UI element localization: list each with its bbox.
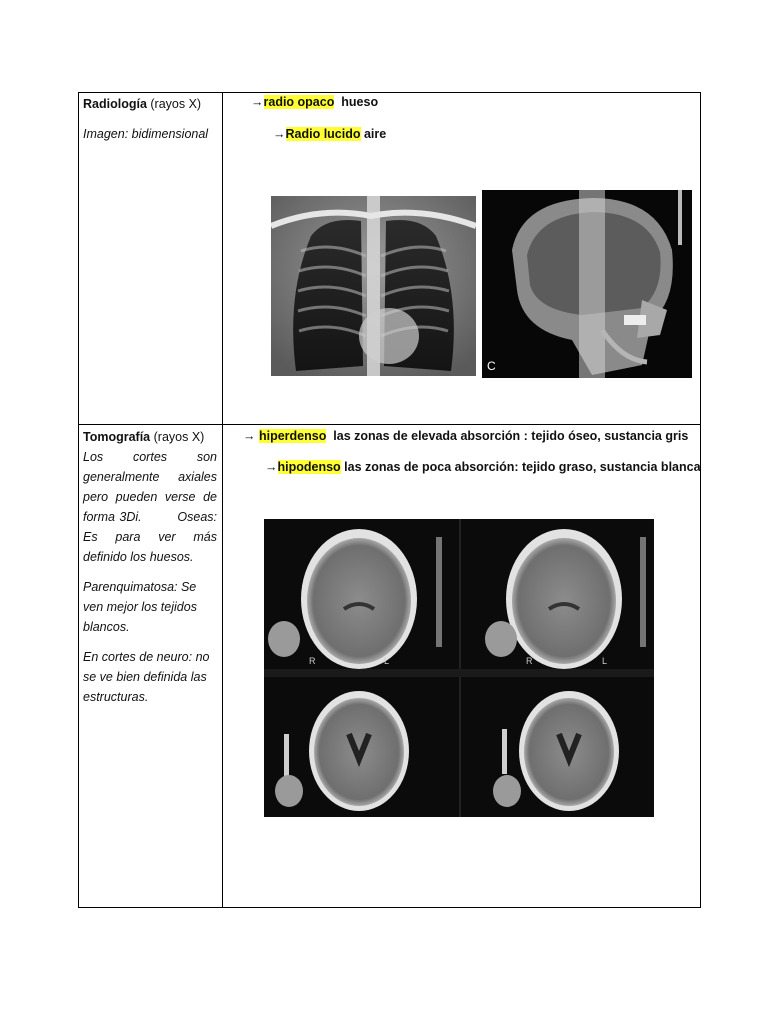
radio-opaco-rest: hueso: [334, 95, 379, 109]
radio-lucido-line: [273, 127, 386, 141]
ct-label-r-2: R: [526, 656, 533, 666]
tomografia-title-paren: (rayos X): [153, 430, 205, 444]
chest-xray-image: [271, 196, 476, 376]
radiologia-content-cell: [227, 93, 697, 423]
ct-label-l-1: L: [384, 656, 390, 666]
hipodenso-highlight: hipodenso: [277, 460, 341, 474]
ct-scans-graphic: [264, 519, 654, 817]
tomografia-description-cell: [83, 427, 221, 717]
radio-lucido-highlight: Radio lucido: [285, 127, 361, 141]
radiologia-title: [83, 94, 217, 114]
skull-xray-image: [482, 190, 692, 378]
document-table: [78, 92, 701, 908]
skull-xray-label: C: [487, 359, 496, 373]
radio-opaco-line: [251, 95, 378, 109]
hiperdenso-highlight: hiperdenso: [258, 429, 327, 443]
tomografia-title: [83, 427, 217, 447]
ct-label-r-1: R: [309, 656, 316, 666]
radio-opaco-highlight: radio opaco: [263, 95, 335, 109]
ct-label-l-2: L: [602, 656, 608, 666]
arrow-icon: →: [273, 127, 286, 141]
hipodenso-line: [265, 460, 701, 474]
radiologia-subtitle: Imagen: bidimensional: [83, 127, 209, 141]
arrow-icon: →: [265, 460, 278, 474]
arrow-icon: →: [251, 95, 264, 109]
tomografia-para-parenquimatosa: Parenquimatosa: Se ven mejor los tejidos blancos.: [83, 580, 197, 634]
ct-scans-image: [264, 519, 654, 817]
hiperdenso-line: [243, 429, 688, 443]
radiologia-title-text: Radiología: [83, 97, 147, 111]
tomografia-para-neuro: En cortes de neuro: no se ve bien definida las estructuras.: [83, 650, 210, 704]
column-divider: [222, 93, 223, 907]
tomografia-para-cortes: Los cortes son generalmente axiales pero pueden verse de forma 3Di. Oseas: Es para ver más definido los huesos.: [83, 450, 221, 564]
skull-xray-graphic: [482, 190, 692, 378]
arrow-icon: →: [243, 429, 259, 443]
radio-lucido-rest: aire: [360, 127, 387, 141]
tomografia-title-text: Tomografía: [83, 430, 151, 444]
chest-xray-graphic: [271, 196, 476, 376]
hiperdenso-rest: las zonas de elevada absorción : tejido óseo, sustancia gris: [326, 429, 689, 443]
tomografia-content-cell: [227, 424, 701, 909]
hipodenso-rest: las zonas de poca absorción: tejido graso, sustancia blanca: [340, 460, 701, 474]
radiologia-description-cell: [83, 94, 217, 154]
radiologia-title-paren: (rayos X): [150, 97, 202, 111]
